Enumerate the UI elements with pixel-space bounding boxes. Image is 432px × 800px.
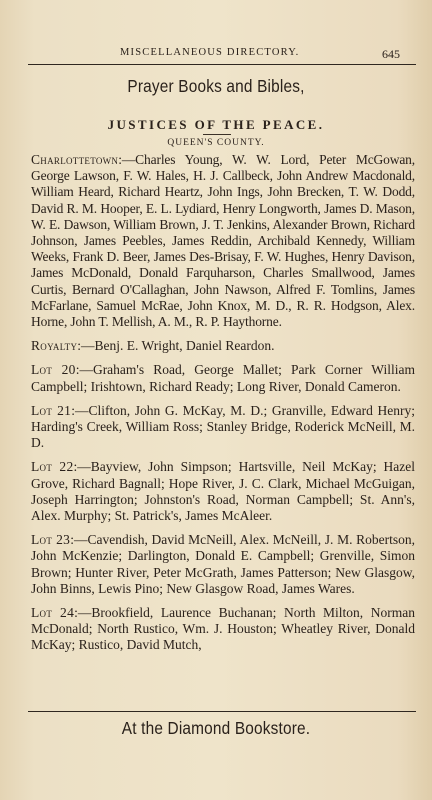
place-name: Charlottetown (31, 152, 119, 167)
section-title-underline (203, 134, 231, 135)
section-title: JUSTICES OF THE PEACE. (107, 117, 325, 132)
running-head (0, 47, 432, 63)
place-name: Royalty (31, 338, 78, 354)
top-advert-banner: Prayer Books and Bibles, (127, 76, 305, 96)
top-rule (28, 64, 416, 65)
county-subtitle: QUEEN'S COUNTY. (167, 138, 265, 148)
place-name: Lot 21 (31, 402, 72, 418)
place-name: Lot 20 (31, 362, 76, 378)
list-item (31, 605, 415, 654)
running-title: MISCELLANEOUS DIRECTORY. (120, 47, 300, 58)
place-name: Lot 22 (31, 459, 74, 475)
list-item (31, 338, 415, 354)
list-item (31, 362, 415, 394)
entry-text: :—Charles Young, W. W. Lord, Peter McGowan, George Lawson, F. W. Hales, H. J. Callbeck, John Andrew Macdonald, William Heard, Richard Heartz, John Ings, John Brecken, T. W. Dodd, David R. M. Hooper, E. L. Lydiard, Henry Longworth, James D. Mason, W. E. Dawson, William Brown, J. T. Jenkins, Alexander Brown, Richard Johnson, James Peebles, James Reddin, Archibald Kennedy, William Weeks, Frank D. Beer, James Des-Brisay, F. W. Hughes, Henry Davison, James McDonald, Donald Farquharson, Charles Smallwood, James Curtis, Bernard O'Callaghan, John Nawson, Alfred F. Tomlins, James McFarlane, Samuel McRae, John Knox, M. D., R. R. Hodgson, Alex. Horne, John T. Mellish, A. M., R. P. Haythorne. (31, 152, 415, 330)
entry-text: :—Benj. E. Wright, Daniel Reardon. (77, 338, 275, 354)
place-name: Lot 23 (31, 532, 71, 548)
page-number: 645 (382, 47, 400, 61)
bottom-rule (28, 711, 416, 712)
entry-text: :—Cavendish, David McNeill, Alex. McNeill, J. M. Robertson, John McKenzie; Darlington, Donald E. Campbell; Grenville, Simon Brown; Hunter River, Peter McGrath, James Patterson; New Glasgow, John Binns, Lewis Pino; New Glasgow Road, James Wares. (31, 532, 415, 596)
list-item (31, 152, 415, 330)
entry-text: :—Graham's Road, George Mallet; Park Corner William Campbell; Irishtown, Richard Ready; Long River, Donald Cameron. (31, 362, 415, 394)
justices-list (31, 152, 415, 662)
entry-text: :—Bayview, John Simpson; Hartsville, Neil McKay; Hazel Grove, Richard Bagnall; Hope River, J. C. Clark, Michael McGuigan, Joseph Harrington; Johnston's Road, Norman Campbell; St. Ann's, Alex. Murphy; St. Patrick's, James McAleer. (31, 459, 415, 524)
list-item (31, 459, 415, 524)
place-name: Lot 24 (31, 605, 75, 621)
list-item (31, 532, 415, 597)
bottom-advert-banner: At the Diamond Bookstore. (121, 718, 311, 738)
entry-text: :—Brookfield, Laurence Buchanan; North Milton, Norman McDonald; North Rustico, Wm. J. Houston; Wheatley River, Donald McKay; Rustico, David Mutch, (31, 605, 416, 653)
entry-text: :—Clifton, John G. McKay, M. D.; Granville, Edward Henry; Harding's Creek, William Ross; Stanley Bridge, Roderick McNeill, M. D. (31, 402, 415, 451)
list-item (31, 403, 415, 452)
